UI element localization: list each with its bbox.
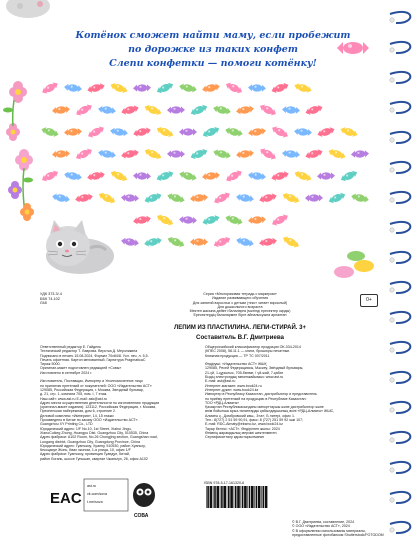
ring-hole	[390, 18, 394, 22]
candy-icon	[327, 148, 346, 161]
candy-icon	[224, 214, 243, 226]
imprint-line: Біздің электрондық мекенжайымыз: www.ast.ru	[205, 375, 284, 380]
logos-svg	[48, 475, 198, 520]
imprint-line: © В.Г. Дмитриева, составление, 2024	[292, 520, 355, 524]
candy-icon	[294, 128, 313, 137]
imprint-line: по принятию претензий от покупателей: ООО «Издательство АСТ»	[40, 383, 152, 388]
candy-icon	[167, 150, 185, 158]
candy-icon	[120, 148, 139, 159]
barcode-bar	[249, 486, 251, 508]
imprint-line: Luogang district, Guangzhou City, Guangdong Province, China	[40, 439, 141, 444]
imprint-line: д. 21, стр. 1, комната 705, пом. I, 7 этаж.	[40, 392, 108, 397]
candy-icon	[74, 102, 93, 117]
imprint-left	[40, 345, 220, 461]
compiler: Составитель В.Г. Дмитриева	[196, 334, 284, 341]
candy-icon	[259, 237, 278, 247]
candy-icon	[224, 168, 243, 183]
candy-icon	[51, 193, 70, 204]
candy-icon	[270, 82, 289, 95]
imprint-line: Технический редактор Т. Лаврова. Верстка Д. Мерзликина	[40, 349, 138, 354]
candy-icon	[258, 146, 277, 161]
flower-icon	[3, 81, 34, 221]
barcode-bar	[214, 486, 216, 508]
imprint-line: предоставленные фотобанком Shutterstock/FOTODOM	[292, 532, 384, 537]
candy-icon	[40, 169, 59, 183]
candy-icon	[304, 148, 323, 160]
candy-icon	[133, 172, 151, 180]
barcode-bar	[217, 486, 220, 508]
imprint-line: 129085, Российская Федерация, г. Москва, Звездный бульвар,	[40, 387, 144, 392]
barcode-bar	[242, 486, 244, 508]
udk-code: УДК 373.3/.4	[40, 292, 62, 296]
udk-block	[40, 292, 62, 306]
candy-icon	[143, 103, 162, 116]
ring-hole	[390, 108, 394, 112]
candy-icon	[143, 236, 162, 247]
barcode-bar	[207, 486, 209, 508]
candy-icon	[178, 83, 197, 94]
candy-icon	[155, 81, 174, 95]
spiral-binding	[386, 0, 418, 550]
imprint-line: © ООО «Издательство АСТ», 2024	[292, 524, 350, 529]
barcode-bar	[230, 486, 233, 508]
candy-icon	[236, 193, 255, 203]
candy-icon	[190, 238, 208, 245]
candy-icon	[351, 150, 369, 158]
imprint-line: Адрес места осуществления деятельности по изготовлению продукции	[40, 400, 160, 405]
ring-hole	[390, 48, 394, 52]
candy-icon	[258, 103, 277, 118]
candy-icon	[350, 192, 369, 203]
ring-hole	[390, 228, 394, 232]
candy-icon	[110, 127, 129, 137]
book-title: ЛЕПИМ ИЗ ПЛАСТИЛИНА. ЛЕПИ-СТИРАЙ. 3+	[174, 325, 306, 331]
ring-hole	[390, 258, 394, 262]
candy-icon	[236, 105, 255, 115]
barcode-bar	[256, 486, 258, 508]
imprint-right	[205, 345, 395, 440]
candy-icon	[64, 83, 83, 92]
candy-icon	[316, 126, 335, 138]
site-link: t.me/sova	[87, 500, 103, 504]
imprint-line: Юридический адрес: 1/F No.10, 1st Street, Xiahui Jingu,	[40, 426, 132, 431]
candy-icon	[201, 214, 220, 227]
imprint-line: ТОО «РДЦ-Алматы»	[205, 400, 240, 405]
barcode	[204, 481, 270, 517]
candy-icon	[282, 106, 300, 114]
bbk-code: ББК 74.102	[40, 296, 60, 301]
imprint-line: XianoCuikeg Zhong, Huangpu Dist. Guangzhou City, 510535, China	[40, 430, 149, 435]
banner-line-3: Слепи конфетки — помоги котёнку!	[109, 58, 317, 69]
candy-icon	[224, 81, 243, 95]
banner-line-1: Котёнок сможет найти маму, если пробежит	[75, 30, 351, 41]
imprint-line: Пресненская набережная, дом 6, строение 2.	[40, 409, 117, 414]
ring-hole	[390, 198, 394, 202]
barcode-bar	[247, 486, 248, 508]
ring-hole	[390, 318, 394, 322]
candy-icon	[212, 190, 231, 205]
candy-icon	[132, 126, 151, 137]
candy-icon	[109, 169, 128, 183]
imprint-line: Ответственный редактор Е. Гайдель	[40, 345, 101, 349]
candy-icon	[248, 216, 267, 225]
candy-pile-icon	[330, 246, 380, 282]
imprint-line: Юридический адрес: Гуанчжоу, Хуанпу, 510530, район Хуаньху,	[40, 443, 146, 448]
publisher-name: СОВА	[134, 513, 149, 519]
candy-icon	[293, 82, 312, 94]
imprint-line: Адрес фабрики: Гуанчжоу, провинция Гуандун, Китай,	[40, 452, 130, 457]
candy-icon	[74, 193, 93, 204]
barcode-bar	[220, 486, 221, 508]
candy-icon	[281, 235, 300, 250]
isbn: ISBN 978-5-17-161320-6	[204, 481, 245, 485]
imprint-line: Наш сайт: www.ast.ru E-mail: ask@ast.ru	[40, 396, 107, 401]
candy-icon	[64, 128, 83, 137]
barcode-bar	[213, 486, 214, 508]
imprint-line: район Логань, шоссе Гуньшан, квартал Чжаньгуэ, 26, офис A102	[40, 456, 148, 461]
imprint-line: Өндіруші: «Издательство АСТ» ЖШҚ	[205, 362, 267, 367]
barcode-bar	[227, 486, 228, 508]
candy-icon	[317, 172, 335, 180]
imprint-line: E-mail: ask@ast.ru	[205, 379, 236, 384]
imprint-line: Сертификатталу қарастырылмаған	[205, 435, 264, 440]
imprint-line: Печать офсетная. Картон мелованный. Гарнитура PragmaticaC	[40, 357, 146, 362]
candy-icon	[52, 150, 70, 158]
candy-icon	[98, 149, 117, 159]
sample-candy-icon	[333, 40, 373, 56]
barcode-bar	[223, 486, 226, 508]
candy-icon	[86, 171, 105, 182]
candy-icon	[248, 84, 266, 92]
barcode-bar	[221, 486, 223, 508]
copyright-block	[292, 520, 387, 537]
imprint-line: Изготовлено в сентябре 2024 г.	[40, 370, 93, 375]
imprint-line: Книжная продукция — ТР ТС 007/2011	[205, 353, 270, 358]
imprint-line: Алматы қ., Домбровский көш., 3«а», Б литері, офис 1.	[205, 413, 295, 418]
barcode-bar	[228, 486, 230, 508]
imprint-line: 21-үй, 1-құрылыс, 705-бөлме, I үй-жай, 7-қабат	[205, 370, 284, 375]
imprint-line: өнім бойынша арыз-талаптарды қабылдаушының өкілі «РДЦ-Алматы» ЖШС,	[205, 409, 335, 414]
barcode-bar	[258, 486, 261, 508]
imprint-line: Общероссийский классификатор продукции ОК-034-2014	[205, 345, 301, 349]
candy-icon	[293, 169, 312, 182]
ring-hole	[390, 168, 394, 172]
barcode-bar	[244, 486, 247, 508]
candy-icon	[305, 194, 323, 202]
candy-icon	[327, 191, 346, 205]
candy-icon	[212, 148, 231, 160]
age-badge: 0+	[360, 294, 378, 307]
ring-hole	[390, 78, 394, 82]
candy-icon	[86, 82, 105, 94]
flower-decoration	[0, 0, 40, 225]
imprint-line: 129085, Ресей Федерациясы, Мәскеу, Звёздный бульвары,	[205, 366, 304, 371]
barcode-bar	[251, 486, 254, 508]
candy-icon	[133, 215, 152, 225]
ring-hole	[390, 528, 394, 532]
candy-icon	[189, 103, 208, 117]
candy-icon	[155, 169, 174, 182]
imprint-line: Деловой комплекс «Империя», 14, 15 этажи	[40, 413, 114, 418]
imprint-line: Өнімнің жарамдылық мерзімі шектелмеген.	[205, 430, 278, 435]
series-line: Для занятий взрослых с детьми (текст читает взрослый)	[192, 300, 288, 305]
banner-line-2: по дорожке из таких конфет	[128, 44, 298, 55]
candy-icon	[166, 192, 185, 204]
imprint-line: Произведено в Китае по заказу ООО «Издательство АСТ».	[40, 418, 139, 423]
candy-icon	[179, 128, 197, 135]
candy-icon	[155, 125, 174, 139]
candy-icon	[52, 105, 71, 114]
barcode-bar	[234, 486, 235, 508]
imprint-line: Guangzhou XY Printing Co., LTD	[40, 422, 93, 427]
imprint-line: Тираж 5000.	[40, 362, 61, 367]
imprint-line: Подписано в печать 15.08.2024. Формат 70x84/8. Усл. печ. л. 5,5.	[40, 353, 149, 358]
candy-icon	[40, 126, 59, 138]
candy-icon	[178, 170, 197, 182]
candy-icon	[190, 193, 209, 202]
candy-icon	[282, 149, 301, 158]
imprint-line: (оригинал-макет издания): 123112, Российская Федерация, г. Москва,	[40, 405, 157, 410]
candy-icon	[339, 169, 358, 183]
barcode-bar	[235, 486, 237, 508]
eac-mark: EAC	[50, 490, 82, 507]
imprint-line: Тел.: 8(727) 2 51 59 90,91, факс: 8 (727) 251 59 92 ішкі 107;	[205, 418, 304, 423]
candy-icon	[339, 126, 358, 139]
candy-icon	[143, 192, 162, 205]
candy-icon	[270, 125, 289, 140]
candy-icon	[167, 106, 185, 114]
ring-hole	[390, 498, 394, 502]
series-line: Для дошкольного возраста	[217, 304, 263, 309]
barcode-bar	[210, 486, 213, 508]
series-line: Мектеп жасына дейінгі балаларға (мәтінді ересектер оқиды)	[189, 309, 291, 314]
imprint-line: Қазақстан Республикасындағы импорттаушы және дистрибьютор және	[205, 405, 324, 410]
ring-hole	[390, 138, 394, 142]
candy-icon	[270, 170, 289, 182]
imprint-line: E-mail: RDC-Almaty@eksmo.kz, www.book24.kz	[205, 422, 283, 427]
barcode-bar	[206, 486, 207, 508]
barcode-bar	[241, 486, 242, 508]
imprint-line: по приёму претензий на продукцию в Республике Казахстан:	[205, 396, 307, 401]
candy-icon	[74, 147, 93, 162]
candy-icon	[270, 213, 289, 228]
imprint-line: Интернет-дүкен: www.book24.kz	[205, 387, 259, 392]
ring-hole	[390, 288, 394, 292]
candy-icon	[248, 127, 267, 137]
candy-icon	[235, 236, 254, 247]
imprint-line: Изготовитель, Поставщик, Импортер и Уполномоченное лицо	[40, 379, 143, 384]
candy-icon	[121, 237, 140, 247]
barcode-bar	[254, 486, 255, 508]
candy-icon	[189, 147, 208, 160]
imprint-line: Оригинал-макет подготовлен редакцией «Совы»	[40, 366, 122, 371]
site-link: ast.ru	[87, 484, 96, 488]
candy-icon	[155, 213, 174, 228]
candy-icon	[212, 104, 231, 115]
imprint-line: Адрес фабрики: A102 Room, No.26 Chongjing section, Guangshan road,	[40, 435, 158, 440]
candy-icon	[236, 149, 255, 159]
imprint-line: (КПЕС 2008), 58.11.1 — книги, брошюры печатные.	[205, 349, 291, 354]
imprint-line: Тауар белгісі: «АСТ». Өндірілген жылы: 2024	[205, 426, 280, 431]
series-block	[120, 292, 360, 318]
candy-icon	[166, 235, 185, 249]
imprint-line: Импортер в Республику Казахстан, дистрибьютор и представитель	[205, 392, 317, 397]
kitten-top-icon	[0, 0, 60, 30]
author-mark: Л48	[40, 301, 47, 306]
kitten-icon	[40, 218, 120, 274]
candy-icon	[224, 126, 243, 137]
series-line: Серия «Многоразовая тетрадь с маркером»	[203, 292, 277, 296]
barcode-bar	[263, 486, 265, 508]
site-link: vk.com/sova	[87, 492, 107, 496]
candy-icon	[201, 125, 220, 139]
imprint-line: Интернет-магазин: www.book24.ru	[205, 383, 262, 388]
ring-hole	[390, 468, 394, 472]
candy-icon	[201, 83, 220, 94]
candy-icon	[202, 171, 221, 180]
barcode-icon	[204, 485, 270, 513]
owl-logo-icon	[133, 483, 155, 507]
imprint-line: Кекоцзиуе Жонь, Квах эконом, 1-я улица, 10, офис 1/F	[40, 448, 131, 453]
candy-icon	[109, 81, 128, 94]
candy-icon	[133, 84, 151, 92]
barcode-bar	[237, 486, 240, 508]
series-line: Издание развивающего обучения	[211, 296, 269, 301]
candy-icon	[121, 194, 139, 202]
logo-block	[48, 475, 198, 525]
barcode-bar	[265, 486, 268, 508]
candy-icon	[143, 147, 162, 161]
candy-icon	[40, 80, 59, 95]
candy-icon	[179, 216, 197, 224]
candy-icon	[212, 235, 231, 249]
candy-icon	[63, 171, 82, 182]
candy-icon	[258, 192, 277, 204]
candy-icon	[304, 104, 323, 117]
candy-icon	[86, 125, 105, 140]
candy-icon	[98, 105, 117, 115]
candy-icon	[281, 191, 300, 204]
candy-icon	[97, 191, 116, 205]
candy-icon	[248, 171, 267, 180]
candy-icon	[120, 104, 139, 116]
imprint-line: © В оформлении использованы материалы,	[292, 528, 366, 533]
barcode-bar	[261, 486, 262, 508]
series-line: Ересектердің балалармен бірге айналысуына арналған	[193, 313, 287, 318]
